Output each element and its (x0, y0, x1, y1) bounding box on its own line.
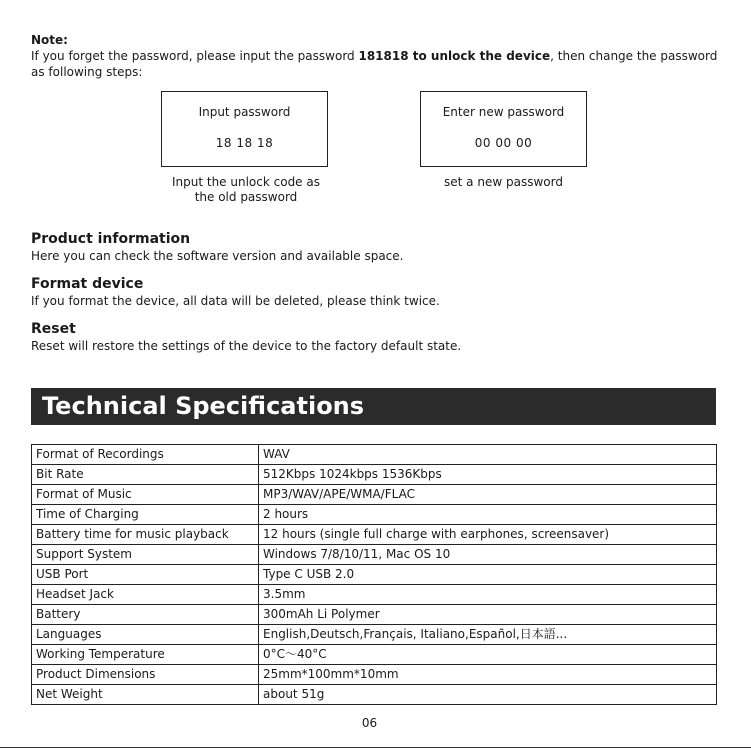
old-password-value: 18 18 18 (215, 136, 274, 150)
spec-value: 0°C～40°C (259, 645, 717, 665)
new-password-box (420, 91, 587, 167)
new-password-value: 00 00 00 (474, 136, 533, 150)
spec-label: Time of Charging (32, 505, 259, 525)
product-information-text: Here you can check the software version and available space. (31, 249, 404, 263)
note-text-start: If you forget the password, please input the password (31, 49, 359, 63)
note-unlock-code: 181818 to unlock the device (358, 49, 551, 63)
reset-text: Reset will restore the settings of the device to the factory default state. (31, 339, 462, 353)
spec-value: 300mAh Li Polymer (259, 605, 717, 625)
table-row (32, 525, 717, 545)
format-device-heading: Format device (31, 276, 144, 292)
table-row (32, 565, 717, 585)
spec-value: WAV (259, 445, 717, 465)
spec-value: Windows 7/8/10/11, Mac OS 10 (259, 545, 717, 565)
spec-value: English,Deutsch,Français, Italiano,Español,日本語... (259, 625, 717, 645)
spec-label: Format of Music (32, 485, 259, 505)
bottom-divider (0, 747, 751, 748)
reset-heading: Reset (31, 321, 76, 337)
spec-value: about 51g (259, 685, 717, 705)
spec-value: 25mm*100mm*10mm (259, 665, 717, 685)
spec-label: Languages (32, 625, 259, 645)
spec-label: Working Temperature (32, 645, 259, 665)
table-row (32, 485, 717, 505)
spec-value: Type C USB 2.0 (259, 565, 717, 585)
page-number: 06 (361, 716, 378, 730)
old-password-caption: Input the unlock code as the old password (171, 175, 320, 204)
table-row (32, 665, 717, 685)
table-row (32, 445, 717, 465)
spec-label: Support System (32, 545, 259, 565)
new-password-label: Enter new password (442, 105, 565, 119)
table-row (32, 545, 717, 565)
note-body (31, 48, 721, 80)
table-row (32, 625, 717, 645)
spec-label: Format of Recordings (32, 445, 259, 465)
table-row (32, 585, 717, 605)
spec-label: Product Dimensions (32, 665, 259, 685)
table-row (32, 645, 717, 665)
new-password-caption: set a new password (444, 175, 563, 189)
technical-specifications-banner: Technical Specifications (31, 388, 716, 425)
spec-value: MP3/WAV/APE/WMA/FLAC (259, 485, 717, 505)
spec-value: 512Kbps 1024kbps 1536Kbps (259, 465, 717, 485)
spec-label: Battery time for music playback (32, 525, 259, 545)
table-row (32, 465, 717, 485)
spec-label: Headset Jack (32, 585, 259, 605)
spec-label: Battery (32, 605, 259, 625)
spec-label: Bit Rate (32, 465, 259, 485)
note-text-end: , then change the password as following steps: (31, 49, 718, 79)
old-password-box (161, 91, 328, 167)
old-password-label: Input password (198, 105, 291, 119)
table-row (32, 505, 717, 525)
spec-value: 12 hours (single full charge with earphones, screensaver) (259, 525, 717, 545)
spec-value: 2 hours (259, 505, 717, 525)
note-title: Note: (31, 33, 68, 47)
spec-value: 3.5mm (259, 585, 717, 605)
spec-label: USB Port (32, 565, 259, 585)
spec-label: Net Weight (32, 685, 259, 705)
table-row (32, 605, 717, 625)
product-information-heading: Product information (31, 231, 191, 247)
table-row (32, 685, 717, 705)
format-device-text: If you format the device, all data will be deleted, please think twice. (31, 294, 440, 308)
spec-table (31, 444, 717, 705)
